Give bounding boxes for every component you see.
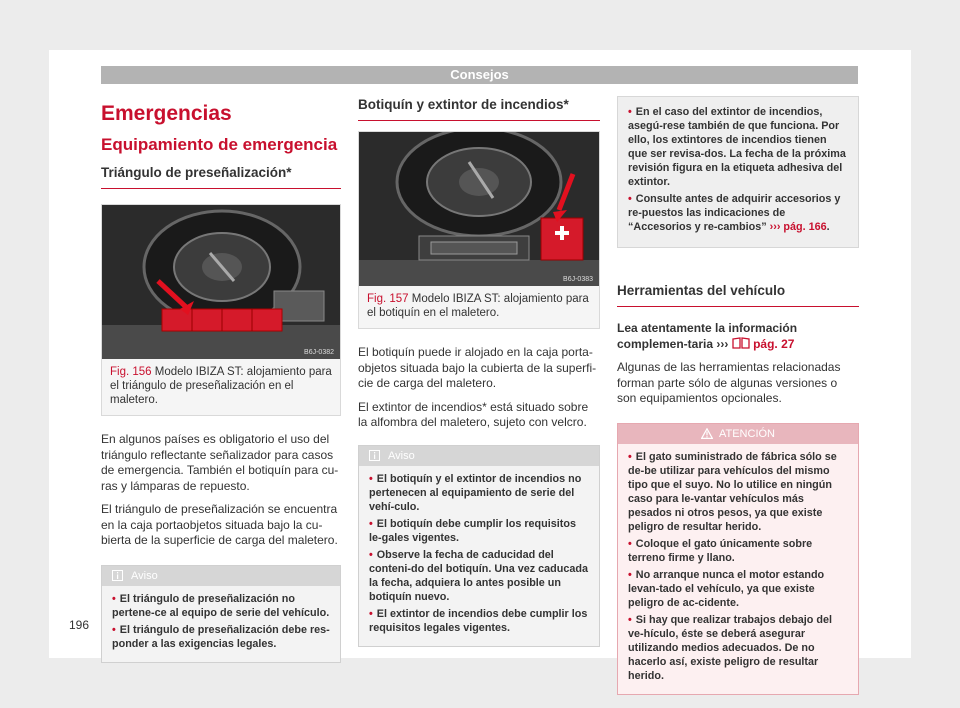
aviso-title: Aviso [388,449,415,462]
list-item: • El triángulo de preseñalización debe res-ponder a las exigencias legales. [112,623,330,650]
figure-code: B6J-0383 [563,276,593,283]
list-item: • El extintor de incendios debe cumplir los requisitos legales vigentes. [369,607,588,634]
list-item: • El gato suministrado de fábrica sólo se de-be utilizar para vehículos del mismo tipo que el suyo. No lo utilice en ningún caso para le-vantar vehículos más pesados ni otros pesos, ya que existe peligro de resultar herido. [628,450,837,533]
warning-icon [701,428,713,439]
list-item: • No arranque nunca el motor estando levan-tado el vehículo, ya que existe peligro de ac-cidente. [628,568,825,609]
paragraph: El botiquín puede ir alojado en la caja porta-objetos situada bajo la cubierta de la superfi-cie de carga del maletero. [358,345,597,390]
aviso-header [359,446,599,466]
figure-caption [359,286,599,328]
column-middle [358,96,600,647]
trunk-photo-first-aid [359,132,599,286]
page-reference-link[interactable]: pág. 27 [753,336,795,351]
list-item: • Si hay que realizar trabajos debajo del ve-hículo, éste se deberá asegurar utilizando medios adecuados. De no hacerlo así, existe peligro de resultar herido. [628,613,832,682]
figure-code: B6J-0382 [304,349,334,356]
paragraph: En algunos países es obligatorio el uso del triángulo reflectante señalizador para casos de emergencia. También el botiquín para cu-ras y lámparas de repuesto. [101,432,339,493]
figure-156 [101,204,341,416]
figure-caption [102,359,340,415]
trunk-illustration [102,205,340,359]
aviso-title: Aviso [131,569,158,582]
page-subtitle: Equipamiento de emergencia [101,135,338,154]
list-item: • El botiquín debe cumplir los requisitos le-gales vigentes. [369,517,576,544]
aviso-header [102,566,340,586]
atencion-header [618,424,858,444]
manual-page [49,50,911,682]
atencion-box [617,423,859,695]
page-reference-link[interactable]: ››› pág. 166 [769,221,827,233]
atencion-title: ATENCIÓN [718,427,776,440]
arrows-glyph: ››› [716,336,729,351]
aviso-box [358,445,600,647]
section-title-first-aid: Botiquín y extintor de incendios* [358,96,600,121]
aviso-box [101,565,341,663]
page-title: Emergencias [101,102,232,125]
page-number: 196 [69,618,90,632]
info-icon [369,450,380,461]
figure-label: Fig. 157 [367,293,409,305]
column-right [617,96,859,695]
column-left [101,96,341,663]
paragraph: El extintor de incendios* está situado sobre la alfombra del maletero, sujeto con velcro. [358,399,589,429]
figure-caption-text: Modelo IBIZA ST: alojamiento para el triángulo de preseñalización en el maletero. [110,366,332,406]
list-item: • Coloque el gato únicamente sobre terreno firme y llano. [628,537,813,564]
trunk-illustration [359,132,599,286]
section-title-tools: Herramientas del vehículo [617,282,859,307]
paragraph: Algunas de las herramientas relacionadas forman parte sólo de algunas versiones o son equipamientos opcionales. [617,360,841,405]
intro-note: Lea atentamente la información complemen-taria ››› pág. 27 [617,321,798,351]
figure-157 [358,131,600,329]
info-icon [112,570,123,581]
aviso-continued-box [617,96,859,248]
list-item: • El triángulo de preseñalización no pertene-ce al equipo de serie del vehículo. [112,592,330,619]
figure-label: Fig. 156 [110,366,152,378]
trunk-photo-triangle [102,205,340,359]
list-item: • En el caso del extintor de incendios, asegú-rese también de que funciona. Por ello, los extintores de incendios tienen que ser revisa-dos. La fecha de la próxima revisión figura en la etiqueta adhesiva del extintor. [628,106,846,188]
list-item: • El botiquín y el extintor de incendios no pertenecen al equipamiento de serie del vehí-culo. [369,472,582,513]
list-item: • Consulte antes de adquirir accesorios y re-puestos las indicaciones de “Accesorios y re-cambios” ››› pág. 166. [628,193,841,233]
paragraph: El triángulo de preseñalización se encuentra en la caja portaobjetos situada bajo la cu-bierta de la superficie de carga del maletero. [101,502,338,547]
section-header-band: Consejos [101,66,858,84]
book-icon [732,337,750,349]
section-title-triangle: Triángulo de preseñalización* [101,164,341,189]
figure-caption-text: Modelo IBIZA ST: alojamiento para el botiquín en el maletero. [367,293,589,319]
list-item: • Observe la fecha de caducidad del conteni-do del botiquín. Una vez caducada la fecha, adquiera lo antes posible un botiquín nuevo. [369,548,588,603]
